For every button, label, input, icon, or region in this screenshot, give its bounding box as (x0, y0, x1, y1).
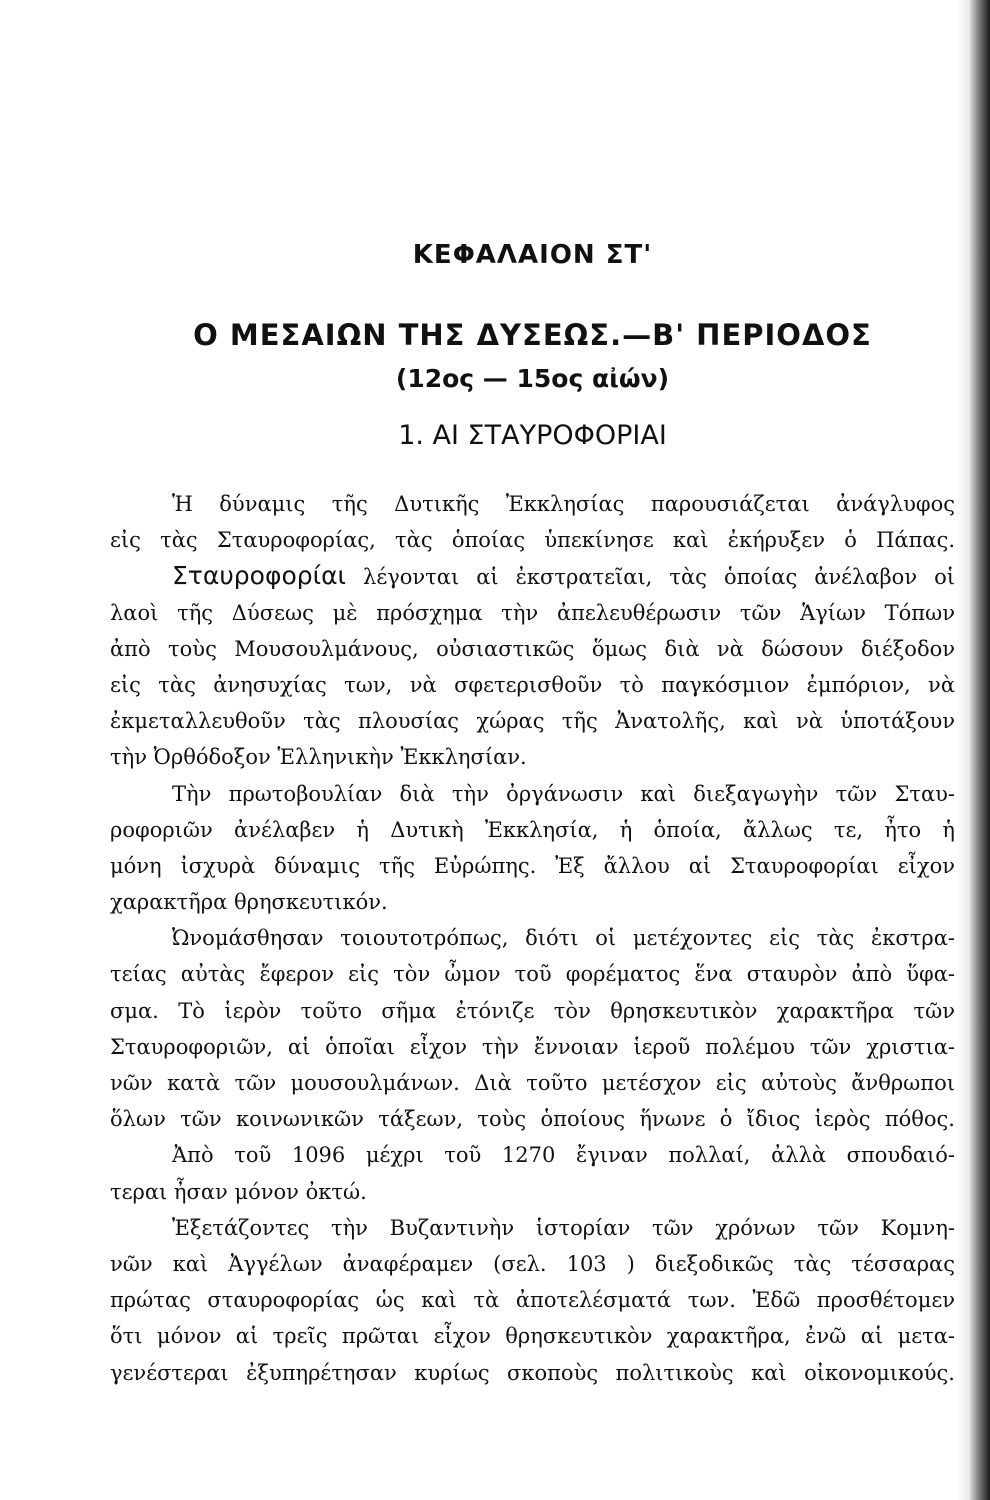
text-line: Τὴν πρωτοβουλίαν διὰ τὴν ὀργάνωσιν καὶ διεξαγωγὴν τῶν Σταυ- (172, 781, 955, 806)
chapter-title: Ο ΜΕΣΑΙΩΝ ΤΗΣ ΔΥΣΕΩΣ.—Β' ΠΕΡΙΟΔΟΣ (193, 318, 872, 352)
text-line: Ἡ δύναμις τῆς Δυτικῆς Ἐκκλησίας παρουσιάζεται ἀνάγλυφος (172, 492, 955, 516)
text-line: Ἀπὸ τοῦ 1096 μέχρι τοῦ 1270 ἔγιναν πολλαί, ἀλλὰ σπουδαιό- (172, 1143, 955, 1168)
text-line: τείας αὐτὰς ἔφερον εἰς τὸν ὦμον τοῦ φορέματος ἕνα σταυρὸν ἀπὸ ὕφα- (110, 962, 955, 987)
text-line: γενέστεραι ἐξυπηρέτησαν κυρίως σκοποὺς πολιτικοὺς καὶ οἰκονομικούς. (110, 1360, 955, 1385)
text-line: Ὠνομάσθησαν τοιουτοτρόπως, διότι οἱ μετέχοντες εἰς τὰς ἐκστρα- (172, 926, 955, 951)
book-page (110, 0, 955, 1500)
text-line: εἰς τὰς ἀνησυχίας των, νὰ σφετερισθοῦν τὸ παγκόσμιον ἐμπόριον, νὰ (110, 672, 955, 697)
text-line (110, 558, 955, 594)
text-line: τεραι ἦσαν μόνον ὀκτώ. (110, 1179, 367, 1204)
text-line: ὅλων τῶν κοινωνικῶν τάξεων, τοὺς ὁποίους ἥνωνε ὁ ἴδιος ἱερὸς πόθος. (110, 1107, 955, 1132)
section-heading: 1. ΑΙ ΣΤΑΥΡΟΦΟΡΙΑΙ (398, 420, 667, 451)
text-line: τὴν Ὀρθόδοξον Ἑλληνικὴν Ἐκκλησίαν. (110, 745, 527, 770)
page-edge-light (956, 0, 970, 1500)
text-line: λαοὶ τῆς Δύσεως μὲ πρόσχημα τὴν ἀπελευθέρωσιν τῶν Ἁγίων Τόπων (110, 600, 955, 625)
text-line: εἰς τὰς Σταυροφορίας, τὰς ὁποίας ὑπεκίνησε καὶ ἐκήρυξεν ὁ Πάπας. (110, 528, 955, 553)
text-line: ὅτι μόνον αἱ τρεῖς πρῶται εἶχον θρησκευτικὸν χαρακτῆρα, ἐνῶ αἱ μετα- (110, 1324, 955, 1349)
text-line: Ἐξετάζοντες τὴν Βυζαντινὴν ἱστορίαν τῶν χρόνων τῶν Κομνη- (172, 1215, 955, 1240)
lead-word: Σταυροφορίαι (172, 561, 347, 591)
text-line: νῶν καὶ Ἀγγέλων ἀναφέραμεν (σελ. 103 ) διεξοδικῶς τὰς τέσσαρας (110, 1251, 955, 1276)
book-binding-shadow (970, 0, 990, 1500)
chapter-heading: ΚΕΦΑΛΑΙΟΝ ΣΤ' (412, 240, 653, 270)
text-line: ἐκμεταλλευθοῦν τὰς πλουσίας χώρας τῆς Ἀνατολῆς, καὶ νὰ ὑποτάξουν (110, 709, 955, 734)
text-line: Σταυροφοριῶν, αἱ ὁποῖαι εἶχον τὴν ἔννοιαν ἱεροῦ πολέμου τῶν χριστια- (110, 1034, 955, 1059)
text-line: χαρακτῆρα θρησκευτικόν. (110, 890, 388, 915)
body-text (110, 486, 955, 1391)
text-line-rest: λέγονται αἱ ἐκστρατεῖαι, τὰς ὁποίας ἀνέλαβον οἱ (363, 565, 955, 590)
text-line: μόνη ἰσχυρὰ δύναμις τῆς Εὐρώπης. Ἐξ ἄλλου αἱ Σταυροφορίαι εἶχον (110, 853, 955, 878)
text-line: νῶν κατὰ τῶν μουσουλμάνων. Διὰ τοῦτο μετέσχον εἰς αὐτοὺς ἄνθρωποι (110, 1071, 955, 1095)
text-line: σμα. Τὸ ἱερὸν τοῦτο σῆμα ἐτόνιζε τὸν θρησκευτικὸν χαρακτῆρα τῶν (110, 998, 955, 1023)
text-line: ἀπὸ τοὺς Μουσουλμάνους, οὐσιαστικῶς ὅμως διὰ νὰ δώσουν διέξοδον (110, 636, 955, 661)
text-line: ροφοριῶν ἀνέλαβεν ἡ Δυτικὴ Ἐκκλησία, ἡ ὁποία, ἄλλως τε, ἦτο ἡ (110, 817, 955, 842)
chapter-subtitle: (12ος — 15ος αἰών) (395, 364, 670, 393)
text-line: πρώτας σταυροφορίας ὡς καὶ τὰ ἀποτελέσματά των. Ἐδῶ προσθέτομεν (110, 1288, 955, 1313)
